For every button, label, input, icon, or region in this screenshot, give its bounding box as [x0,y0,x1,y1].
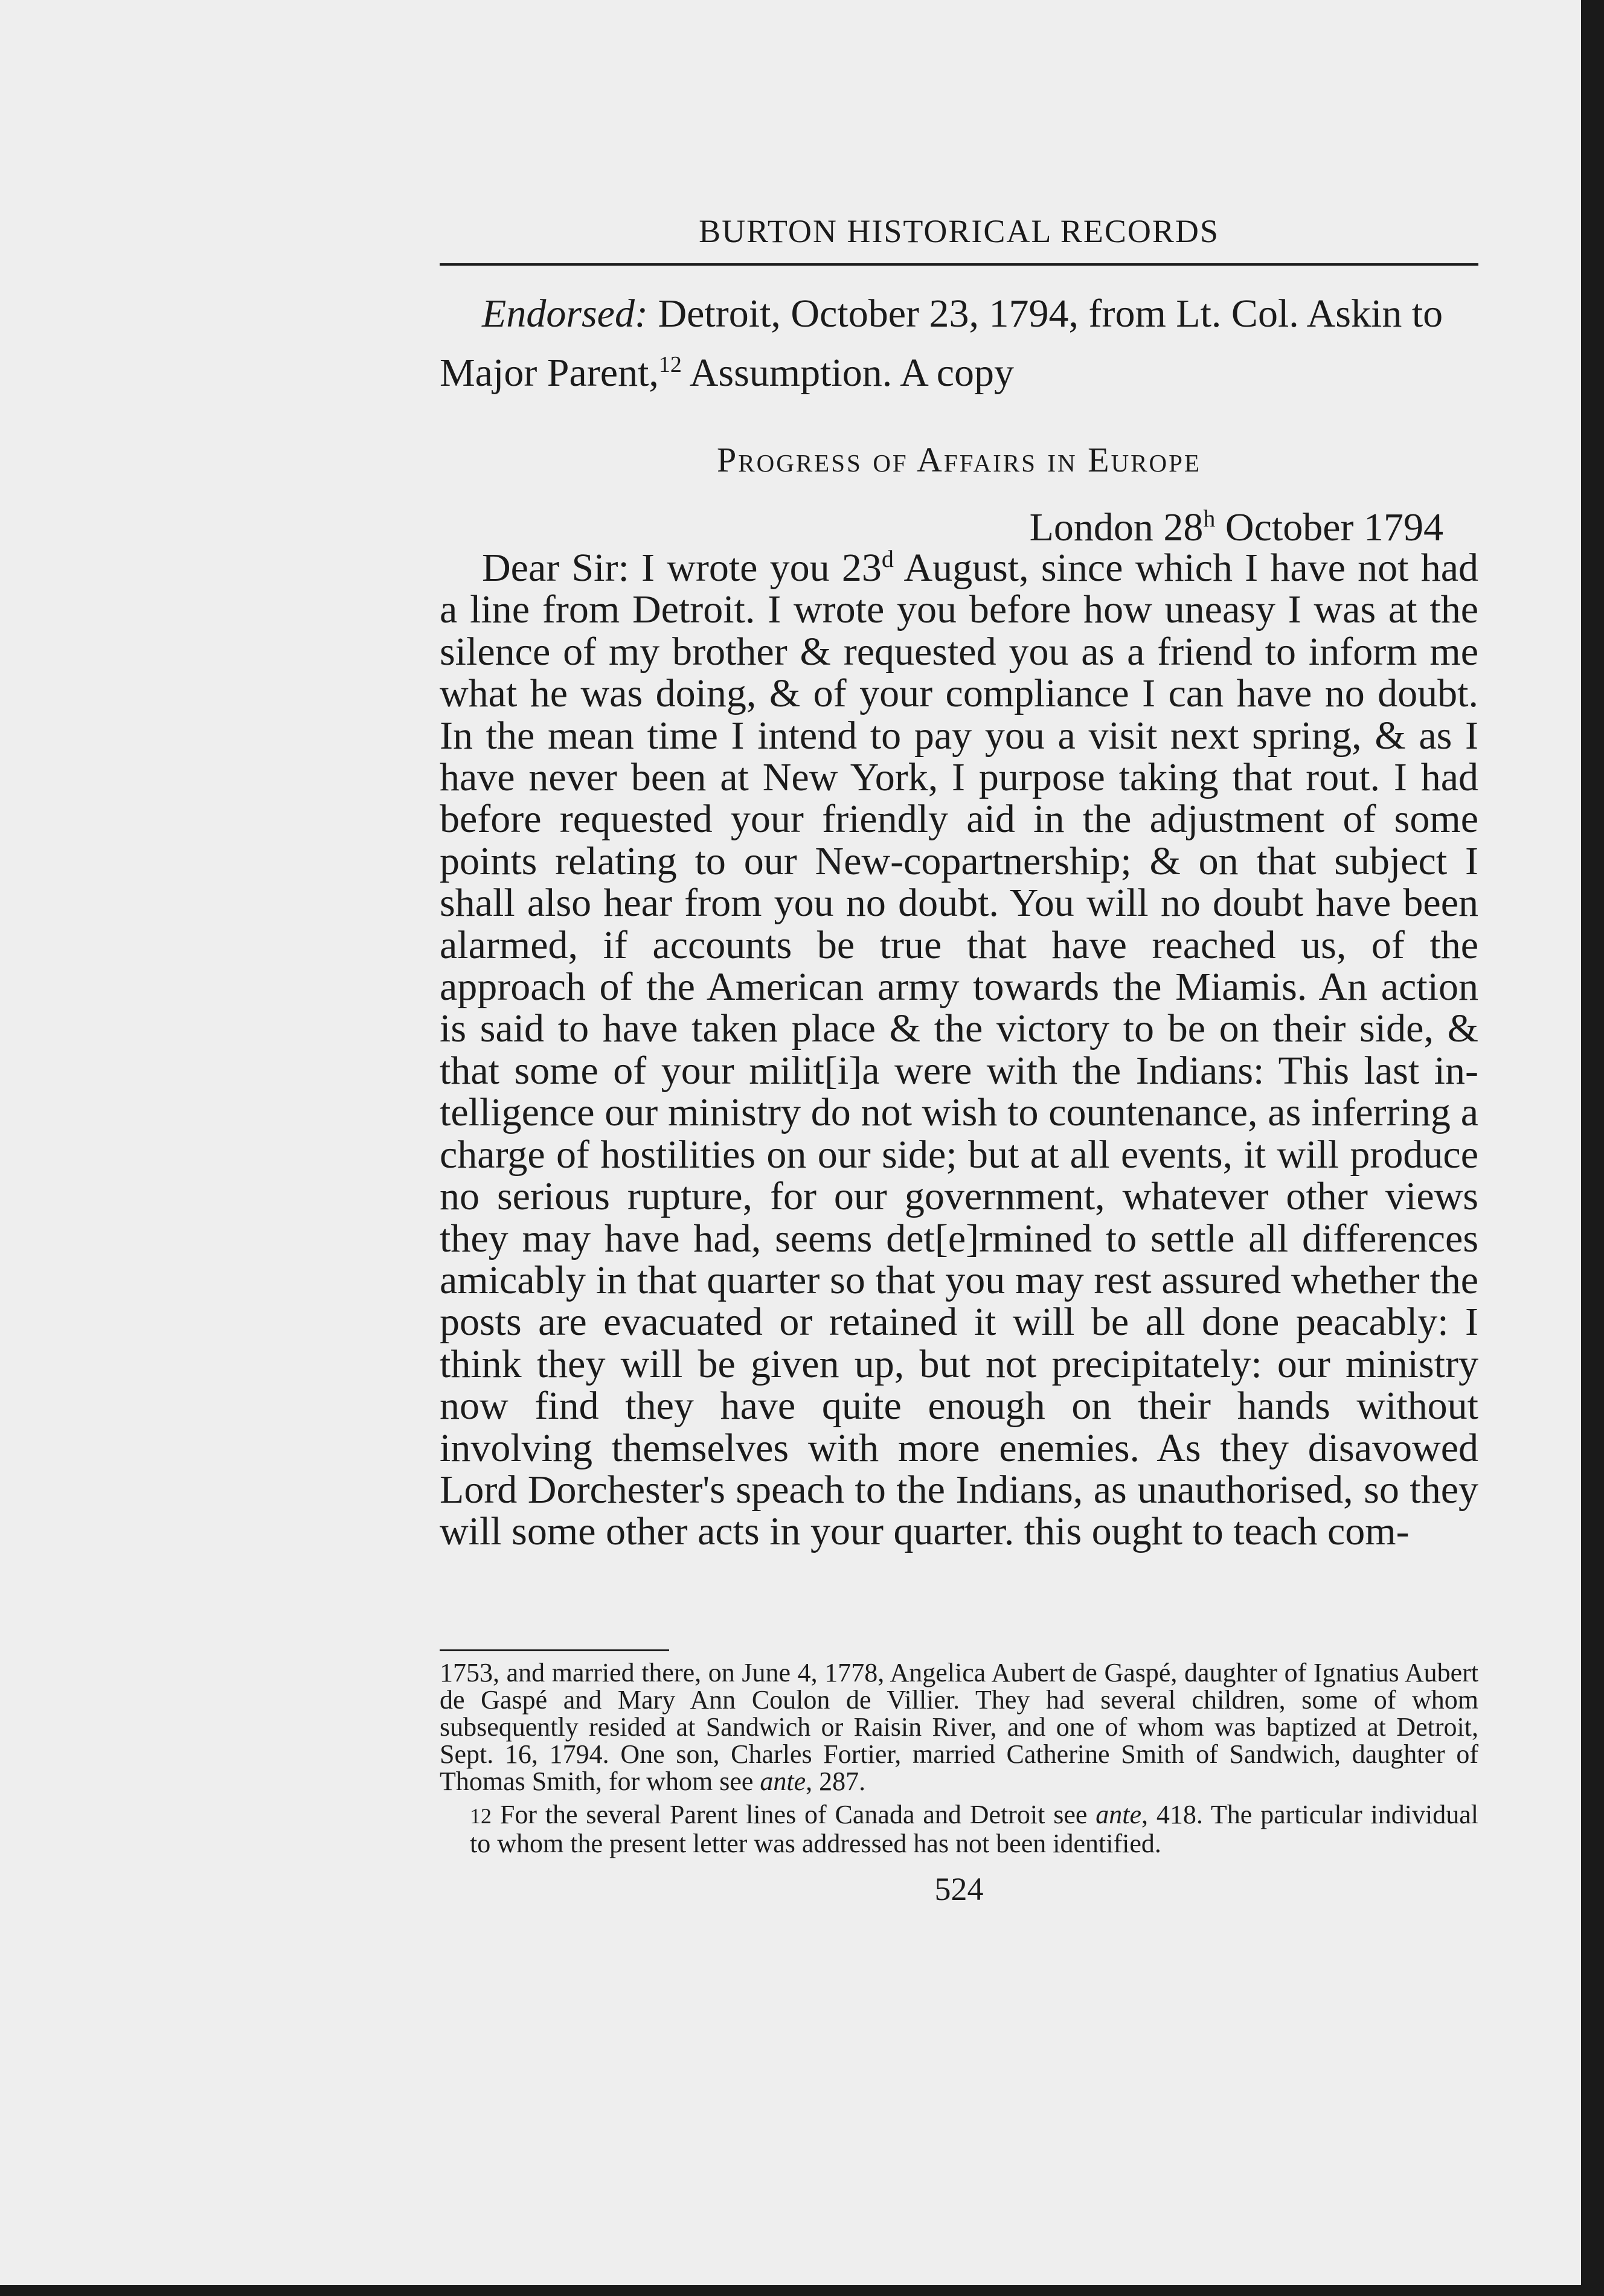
section-title-text: Progress of Affairs in Europe [717,440,1201,479]
header-rule [440,263,1478,266]
footnote-continued-end: , 287. [806,1767,866,1796]
letter-sup: d [881,545,894,572]
endorsed-label: Endorsed: [482,292,648,336]
dateline-a: London 28 [1029,505,1204,549]
scan-edge-right [1581,0,1604,2296]
scan-edge-bottom [0,2285,1604,2296]
page-number: 524 [934,1871,984,1907]
endorsement-text-a: Detroit, October 23, 1794, from Lt. Col. Askin to Major Parent, [440,292,1443,395]
footnote-12-ante: ante [1096,1800,1141,1829]
letter-text-a: Dear Sir: I wrote you 23 [482,546,882,590]
endorsement-text-b: Assumption. A copy [681,351,1014,395]
footnote-continued [440,1659,1478,1795]
letter-body [440,547,1478,1553]
footnote-continued-text: 1753, and married there, on June 4, 1778, Angelica Aubert de Gaspé, daughter of Ignatius Aubert de Gaspé and Mary Ann Coulon de Villier. They had several children, some of whom subsequently resided at Sandwich or Raisin River, and one of whom was baptized at Detroit, Sept. 16, 1794. One son, Charles Fortier, married Catherine Smith of Sandwich, daughter of Thomas Smith, for whom see [440,1658,1478,1796]
footnote-12 [440,1801,1478,1857]
letter-dateline [440,505,1443,551]
endorsement-paragraph [440,289,1478,398]
footnotes [440,1659,1478,1857]
footnote-ref-12: 12 [658,352,682,377]
footnote-rule [440,1649,669,1651]
footnote-12-text-a: For the several Parent lines of Canada and Detroit see [492,1800,1096,1829]
dateline-sup: h [1203,505,1216,532]
section-title [440,440,1478,480]
dateline-b: October 1794 [1215,505,1443,549]
footnote-12-text-b: , 418. The particular individual to whom the present letter was addressed has not been identified. [470,1800,1478,1858]
letter-text-b: August, since which I have not had a line from Detroit. I wrote you before how uneasy I was at the silence of my brother & requested you as a friend to inform me what he was doing, & of your compliance I can have no doubt. In the mean time I intend to pay you a visit next spring, & as I have never been at New York, I purpose taking that rout. I had before requested your friendly aid in the adjustment of some points relating to our New-copartnership; & on that subject I shall also hear from you no doubt. You will no doubt have been alarmed, if accounts be true that have reached us, of the approach of the American army towards the Miamis. An action is said to have taken place & the victory to be on their side, & that some of your milit[i]a were with the Indians: This last intelligence our ministry do not wish to countenance, as inferring a charge of hostilities on our side; but at all events, it will produce no serious rupture, for our government, whatever other views they may have had, seems det[e]rmined to settle all differences amicably in that quarter so that you may rest assured whether the posts are evacuated or retained it will be all done peacably: I think they will be given up, but not precipitately: our ministry now find they have quite enough on their hands without involving themselves with more enemies. As they disavowed Lord Dorchester's speach to the Indians, as unauthorised, so they will some other acts in your quarter. this ought to teach com- [440,546,1478,1554]
footnote-continued-ante: ante [760,1767,806,1796]
running-head: BURTON HISTORICAL RECORDS [699,213,1219,249]
footnote-12-number: 12 [470,1804,492,1828]
